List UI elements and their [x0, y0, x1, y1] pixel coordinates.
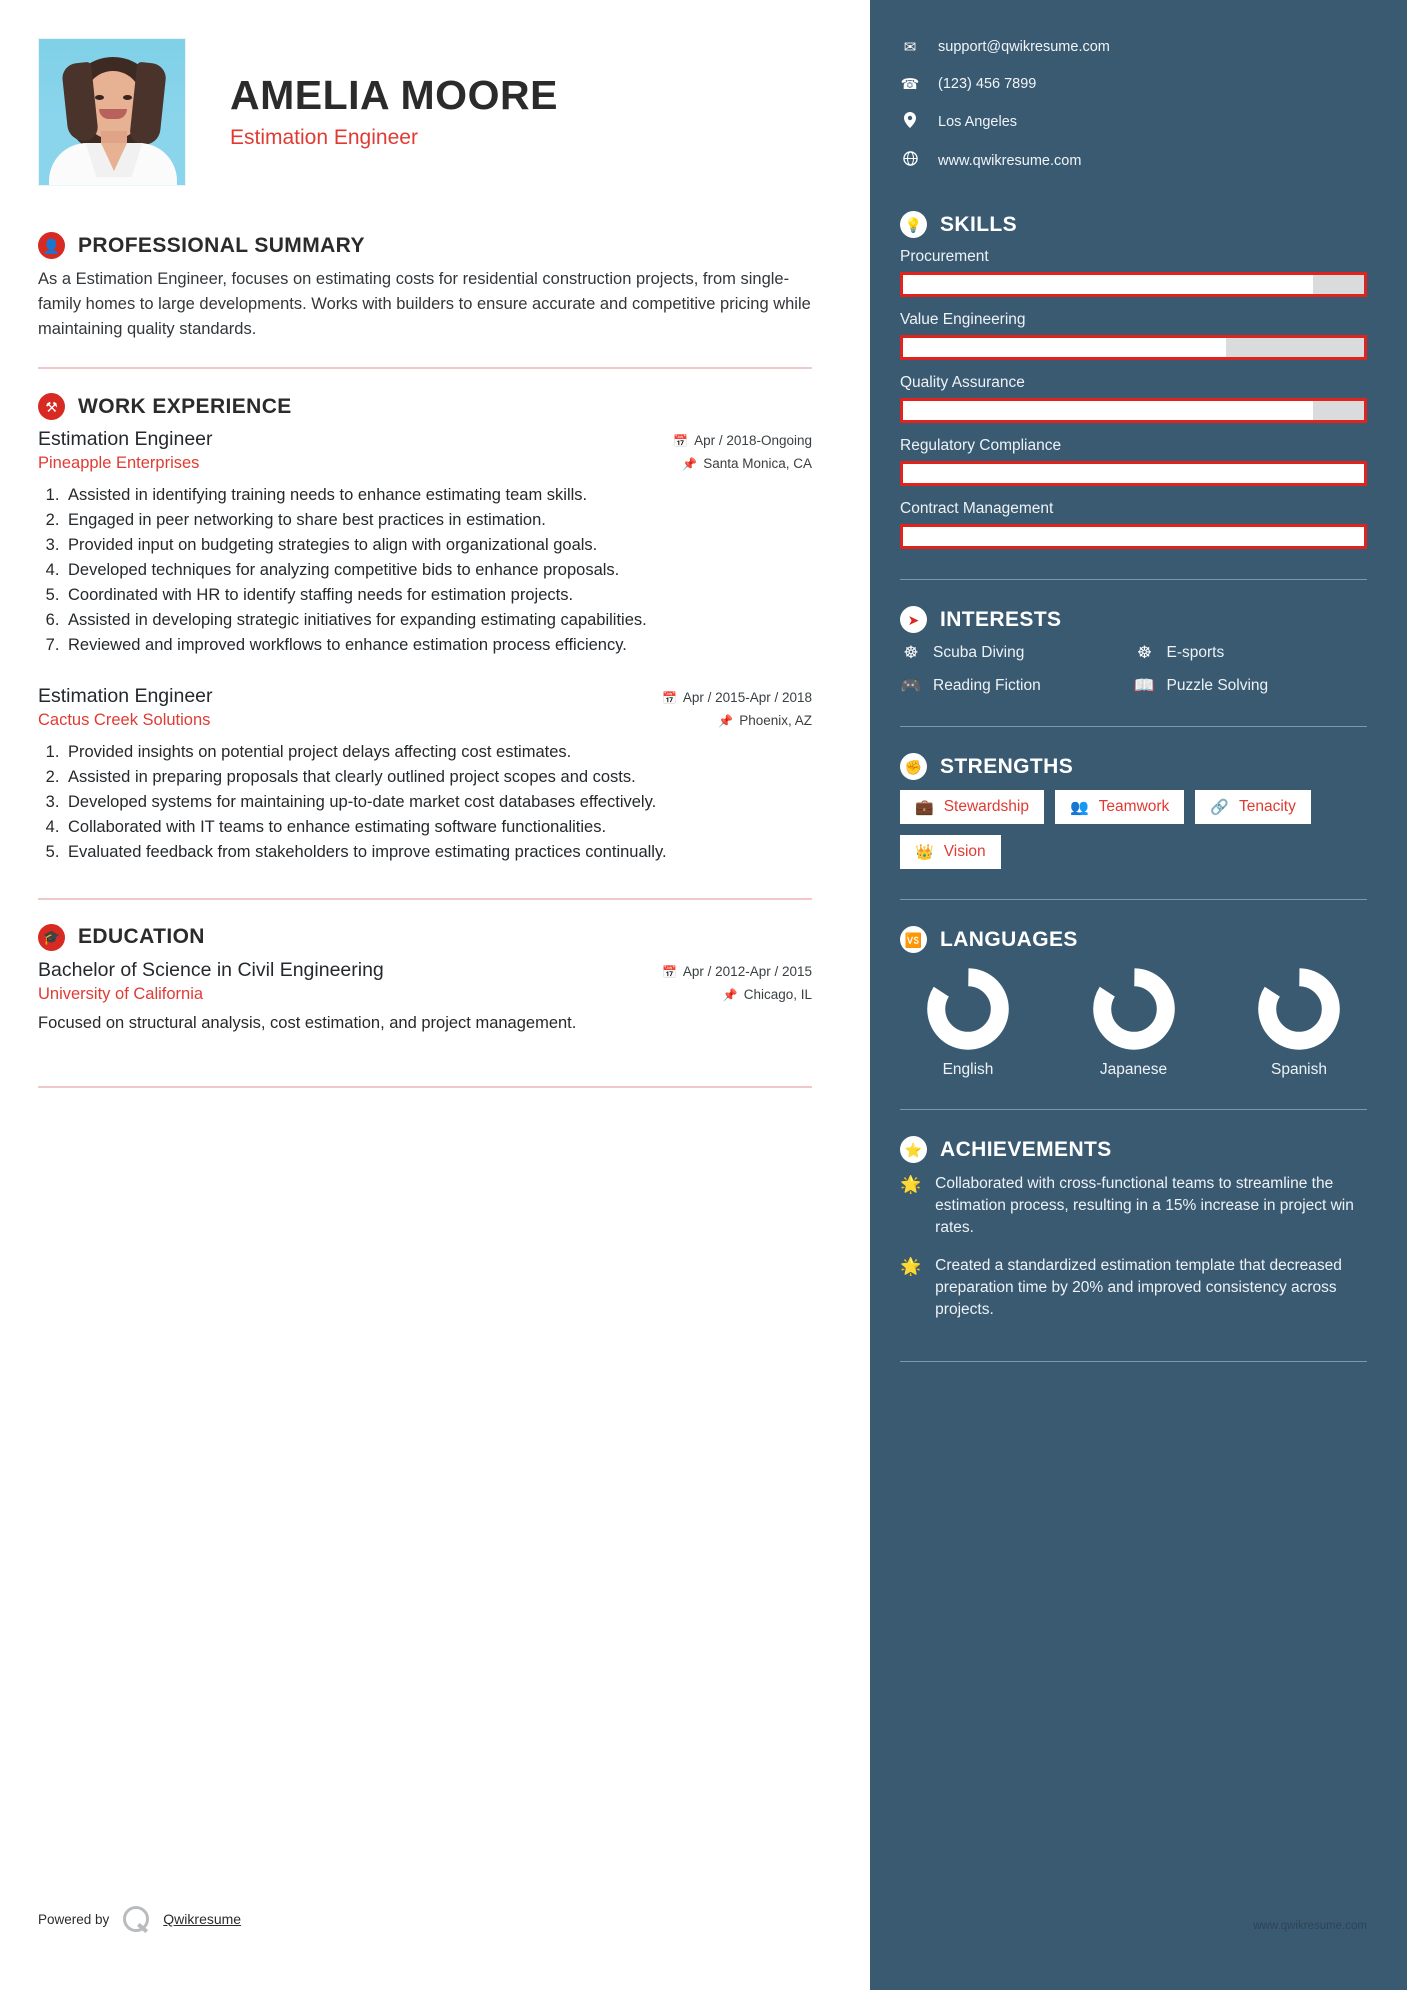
sidebar-divider: [900, 1109, 1367, 1110]
skill-fill: [903, 275, 1313, 294]
gamepad-icon: 🎮: [900, 676, 922, 695]
sidebar: [870, 0, 1407, 1990]
footer-powered-by: [38, 1906, 241, 1932]
pin-icon: 📌: [718, 713, 734, 728]
education-dates: 📅 Apr / 2012-Apr / 2015: [661, 963, 812, 979]
contact-website[interactable]: [900, 151, 1367, 170]
work-entry: [38, 428, 812, 657]
interest-item: [900, 676, 1134, 696]
strength-label: Vision: [943, 843, 986, 860]
skill-label: Procurement: [900, 248, 989, 265]
section-skills: [900, 211, 1367, 549]
column-gap: [852, 0, 870, 1990]
skill-item: [900, 437, 1367, 486]
skill-bar: [900, 335, 1367, 360]
section-title-interests: INTERESTS: [940, 607, 1062, 631]
section-title-education: EDUCATION: [78, 925, 205, 948]
work-dates: 📅 Apr / 2015-Apr / 2018: [661, 689, 812, 705]
list-item: 1. Assisted in identifying training needs to enhance estimating team skills.: [64, 485, 812, 507]
achievement-text: Collaborated with cross-functional teams to streamline the estimation process, resulting in a 15% increase in project win rates.: [935, 1175, 1354, 1236]
strength-item: [900, 790, 1044, 824]
star-badge-icon: ⭐: [900, 1136, 927, 1163]
work-title: Estimation Engineer: [38, 684, 213, 707]
section-title-summary: PROFESSIONAL SUMMARY: [78, 233, 365, 257]
work-organization: Cactus Creek Solutions: [38, 710, 211, 729]
section-title-achievements: ACHIEVEMENTS: [940, 1137, 1112, 1161]
section-divider: [38, 1086, 812, 1088]
identity-block: [230, 71, 558, 150]
achievement-item: [900, 1255, 1367, 1321]
skill-bar: [900, 524, 1367, 549]
skill-label: Regulatory Compliance: [900, 437, 1062, 454]
sidebar-divider: [900, 579, 1367, 580]
section-professional-summary: [38, 232, 812, 341]
calendar-icon: 📅: [661, 690, 677, 705]
location-pin-icon: [900, 112, 920, 132]
work-entry: [38, 685, 812, 864]
skill-fill: [903, 464, 1364, 483]
shooting-star-icon: 🌟: [900, 1175, 922, 1194]
language-item: [908, 967, 1028, 1079]
qwikresume-link[interactable]: Qwikresume: [163, 1911, 242, 1927]
section-interests: [900, 606, 1367, 696]
donut-chart-english: [926, 967, 1010, 1051]
list-item: 6. Assisted in developing strategic initiatives for expanding estimating capabilities.: [64, 610, 812, 632]
list-item: 4. Collaborated with IT teams to enhance estimating software functionalities.: [64, 817, 812, 839]
section-achievements: [900, 1136, 1367, 1321]
list-item: 3. Provided input on budgeting strategies to align with organizational goals.: [64, 535, 812, 557]
work-bullets: [64, 485, 812, 657]
paper-plane-icon: ➤: [900, 606, 927, 633]
resume-header: [38, 38, 812, 186]
interest-item: [1134, 676, 1368, 696]
interest-label: Reading Fiction: [933, 677, 1041, 694]
contact-email-value: support@qwikresume.com: [938, 39, 1110, 55]
strength-item: [900, 835, 1001, 869]
briefcase-icon: ⚒: [38, 393, 65, 420]
contact-website-value: www.qwikresume.com: [938, 152, 1082, 169]
list-item: 7. Reviewed and improved workflows to enhance estimation process efficiency.: [64, 635, 812, 657]
section-title-skills: SKILLS: [940, 212, 1018, 236]
skill-fill: [903, 527, 1364, 546]
book-icon: 📖: [1133, 676, 1156, 695]
work-location: 📌 Santa Monica, CA: [682, 456, 812, 472]
qwikresume-logo-icon: [123, 1906, 149, 1932]
skill-item: [900, 248, 1367, 297]
powered-by-label: Powered by: [38, 1911, 110, 1927]
language-item: [1074, 967, 1194, 1079]
skill-label: Value Engineering: [900, 311, 1026, 328]
calendar-icon: 📅: [673, 434, 689, 449]
skill-item: [900, 374, 1367, 423]
skill-fill: [903, 401, 1313, 420]
education-entry: [38, 959, 812, 1034]
donut-chart-japanese: [1092, 967, 1176, 1051]
summary-text: As a Estimation Engineer, focuses on estimating costs for residential construction projects, from single-family homes to large developments. Works with builders to ensure accurate and competitive pricing while maintaining quality standards.: [38, 270, 811, 338]
lifebuoy-icon: ☸: [1136, 643, 1153, 662]
work-dates: 📅 Apr / 2018-Ongoing: [673, 433, 812, 449]
list-item: 1. Provided insights on potential project delays affecting cost estimates.: [64, 742, 812, 764]
interest-item: [1134, 643, 1368, 663]
phone-icon: ☎: [900, 76, 920, 93]
skill-bar: [900, 272, 1367, 297]
strength-item: [1195, 790, 1311, 824]
lifebuoy-icon: ☸: [903, 643, 919, 662]
skill-label: Contract Management: [900, 500, 1054, 517]
shooting-star-icon: 🌟: [900, 1257, 922, 1276]
strength-item: [1055, 790, 1184, 824]
language-label: Spanish: [1270, 1061, 1327, 1078]
section-divider: [38, 367, 812, 369]
list-item: 2. Engaged in peer networking to share best practices in estimation.: [64, 510, 812, 532]
section-work-experience: [38, 393, 812, 863]
achievement-text: Created a standardized estimation template that decreased preparation time by 20% and improved consistency across projects.: [935, 1257, 1342, 1318]
sidebar-divider: [900, 1361, 1367, 1362]
skill-item: [900, 500, 1367, 549]
calendar-icon: 📅: [661, 964, 677, 979]
contact-email[interactable]: [900, 38, 1367, 56]
contact-phone[interactable]: [900, 75, 1367, 93]
graduation-cap-icon: 🎓: [38, 924, 65, 951]
globe-icon: [900, 151, 920, 170]
section-title-work: WORK EXPERIENCE: [78, 394, 292, 418]
strength-label: Teamwork: [1098, 798, 1170, 815]
candidate-name: AMELIA MOORE: [230, 71, 558, 118]
interest-label: Scuba Diving: [933, 644, 1025, 661]
section-title-languages: LANGUAGES: [940, 927, 1078, 951]
education-location: 📌 Chicago, IL: [722, 986, 812, 1002]
link-icon: 🔗: [1210, 799, 1229, 816]
envelope-icon: ✉: [903, 39, 917, 56]
work-title: Estimation Engineer: [38, 428, 213, 451]
candidate-job-title: Estimation Engineer: [230, 126, 418, 150]
skill-label: Quality Assurance: [900, 374, 1025, 391]
section-divider: [38, 898, 812, 900]
pin-icon: 📌: [682, 457, 698, 472]
translate-icon: 🆚: [900, 926, 927, 953]
section-strengths: [900, 753, 1367, 869]
achievement-item: [900, 1173, 1367, 1239]
language-label: English: [942, 1061, 994, 1078]
sidebar-divider: [900, 899, 1367, 900]
skill-bar: [900, 461, 1367, 486]
user-icon: 👤: [38, 232, 65, 259]
list-item: 2. Assisted in preparing proposals that clearly outlined project scopes and costs.: [64, 767, 812, 789]
list-item: 5. Coordinated with HR to identify staffing needs for estimation projects.: [64, 585, 812, 607]
language-item: [1239, 967, 1359, 1079]
skill-bar: [900, 398, 1367, 423]
lightbulb-icon: 💡: [900, 211, 927, 238]
footer-site-url: www.qwikresume.com: [1253, 1920, 1367, 1932]
education-description: Focused on structural analysis, cost estimation, and project management.: [38, 1013, 577, 1032]
contact-list: [900, 38, 1367, 170]
section-title-strengths: STRENGTHS: [940, 754, 1074, 778]
contact-location-value: Los Angeles: [938, 114, 1018, 130]
people-group-icon: 👥: [1069, 799, 1089, 816]
work-bullets: [64, 742, 812, 864]
interest-item: [900, 643, 1134, 663]
education-degree: Bachelor of Science in Civil Engineering: [38, 958, 384, 981]
strength-label: Tenacity: [1239, 798, 1296, 815]
list-item: 5. Evaluated feedback from stakeholders to improve estimating practices continually.: [64, 842, 812, 864]
language-label: Japanese: [1099, 1061, 1168, 1078]
section-education: [38, 924, 812, 1034]
education-school: University of California: [38, 984, 204, 1003]
fist-icon: ✊: [900, 753, 927, 780]
strength-label: Stewardship: [943, 798, 1029, 815]
list-item: 4. Developed techniques for analyzing competitive bids to enhance proposals.: [64, 560, 812, 582]
section-languages: [900, 926, 1367, 1079]
work-organization: Pineapple Enterprises: [38, 454, 200, 473]
interest-label: Puzzle Solving: [1166, 677, 1269, 694]
sidebar-divider: [900, 726, 1367, 727]
skill-fill: [903, 338, 1226, 357]
list-item: 3. Developed systems for maintaining up-to-date market cost databases effectively.: [64, 792, 812, 814]
pin-icon: 📌: [722, 987, 738, 1002]
binoculars-icon: 👑: [915, 844, 934, 861]
skill-item: [900, 311, 1367, 360]
interest-label: E-sports: [1166, 644, 1225, 661]
profile-photo: [38, 38, 186, 186]
toolbox-icon: 💼: [915, 799, 934, 816]
work-location: 📌 Phoenix, AZ: [718, 712, 812, 728]
donut-chart-spanish: [1257, 967, 1341, 1051]
contact-phone-value: (123) 456 7899: [938, 76, 1037, 92]
contact-location: [900, 112, 1367, 132]
